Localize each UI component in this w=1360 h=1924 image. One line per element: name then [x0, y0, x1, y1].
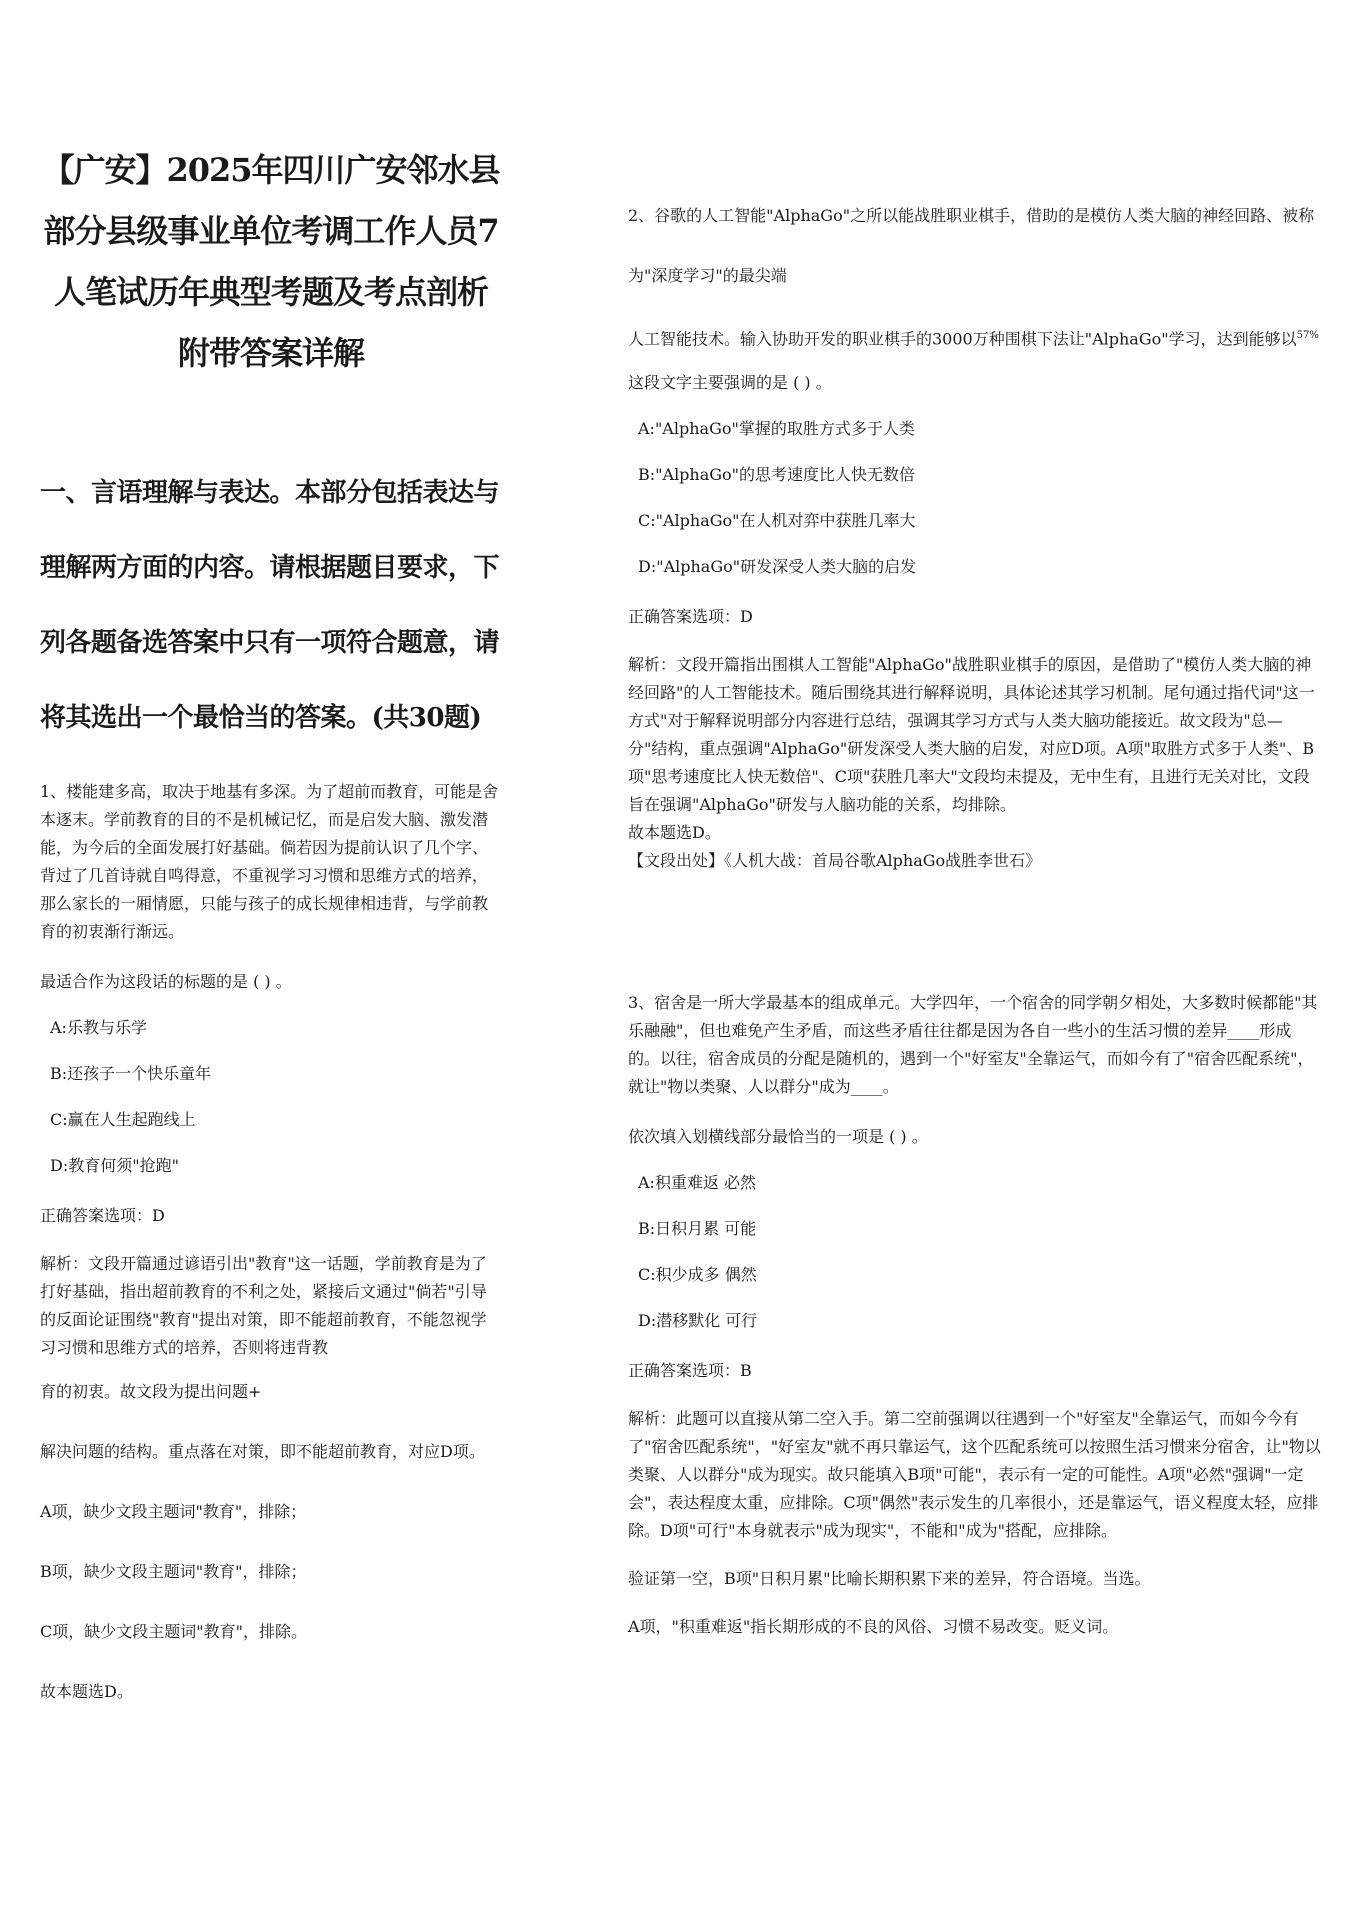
question-1 [40, 778, 502, 1722]
blank-1: ____ [1227, 1021, 1260, 1041]
question-stem-text: 人工智能技术。输入协助开发的职业棋手的3000万种围棋下法让"AlphaGo"学习，达到能够以 [628, 329, 1297, 349]
option-d: D:"AlphaGo"研发深受人类大脑的启发 [638, 557, 917, 577]
question-stem [628, 989, 1322, 1101]
correct-answer: 正确答案选项：D [40, 1206, 165, 1225]
question-prompt: 依次填入划横线部分最恰当的一项是 ( ) 。 [628, 1127, 928, 1147]
conclusion-text: 故本题选D。 [628, 823, 721, 843]
section-heading: 一、言语理解与表达。本部分包括表达与理解两方面的内容。请根据题目要求，下列各题备选答案中只有一项符合题意，请将其选出一个最恰当的答案。(共30题) [40, 478, 500, 733]
analysis-text: 育的初衷。故文段为提出问题+ [40, 1382, 262, 1401]
option-d: D:潜移默化 可行 [638, 1311, 758, 1331]
question-stem: 2、谷歌的人工智能"AlphaGo"之所以能战胜职业棋手，借助的是模仿人类大脑的神经回路、被称为"深度学习"的最尖端 [628, 206, 1315, 285]
source-citation: 【文段出处】《人机大战：首局谷歌AlphaGo战胜李世石》 [628, 851, 1042, 871]
stem-text: 。 [882, 1077, 899, 1097]
verification-text: 验证第一空，B项"日积月累"比喻长期积累下来的差异，符合语境。当选。 [628, 1569, 1151, 1589]
analysis-text: B项，缺少文段主题词"教育"，排除； [40, 1562, 307, 1581]
option-c: C:"AlphaGo"在人机对弈中获胜几率大 [638, 511, 916, 531]
option-note: A项，"积重难返"指长期形成的不良的风俗、习惯不易改变。贬义词。 [628, 1617, 1119, 1637]
stem-text: 3、宿舍是一所大学最基本的组成单元。大学四年，一个宿舍的同学朝夕相处，大多数时候都能"其乐融融"，但也难免产生矛盾，而这些矛盾往往都是因为各自一些小的生活习惯的差异 [628, 993, 1318, 1041]
question-3 [628, 989, 1322, 1641]
question-stem: 1、楼能建多高，取决于地基有多深。为了超前而教育，可能是舍本逐末。学前教育的目的不是机械记忆，而是启发大脑、激发潜能，为今后的全面发展打好基础。倘若因为提前认识了几个字、背过了几首诗就自鸣得意，不重视学习习惯和思维方式的培养，那么家长的一厢情愿，只能与孩子的成长规律相违背，与学前教育的初衷渐行渐远。 [40, 782, 499, 941]
right-column [628, 186, 1322, 1641]
option-c: C:积少成多 偶然 [638, 1265, 757, 1285]
analysis-text: 解析：文段开篇指出围棋人工智能"AlphaGo"战胜职业棋手的原因，是借助了"模仿人类大脑的神经回路"的人工智能技术。随后围绕其进行解释说明，具体论述其学习机制。尾句通过指代词"这一方式"对于解释说明部分内容进行总结，强调其学习方式与人类大脑功能接近。故文段为"总—分"结构，重点强调"AlphaGo"研发深受人类大脑的启发，对应D项。A项"取胜方式多于人类"、B项"思考速度比人快无数倍"、C项"获胜几率大"文段均未提及，无中生有，且进行无关对比，文段旨在强调"AlphaGo"研发与人脑功能的关系，均排除。 [628, 655, 1315, 815]
question-stem-continued [628, 306, 1322, 369]
analysis-text: 解决问题的结构。重点落在对策，即不能超前教育，对应D项。 [40, 1442, 485, 1461]
correct-answer: 正确答案选项：D [628, 607, 753, 627]
blank-2: ____ [850, 1077, 883, 1097]
correct-answer: 正确答案选项：B [628, 1361, 752, 1381]
question-prompt: 最适合作为这段话的标题的是 ( ) 。 [40, 972, 292, 991]
option-a: A:积重难返 必然 [638, 1173, 757, 1193]
option-c: C:赢在人生起跑线上 [50, 1110, 196, 1129]
left-column [40, 140, 502, 1722]
option-b: B:日积月累 可能 [638, 1219, 757, 1239]
option-a: A:"AlphaGo"掌握的取胜方式多于人类 [638, 419, 915, 439]
superscript-value: 57% [1296, 330, 1319, 341]
option-a: A:乐教与乐学 [50, 1018, 147, 1037]
document-title: 【广安】2025年四川广安邻水县部分县级事业单位考调工作人员7人笔试历年典型考题及考点剖析附带答案详解 [42, 151, 500, 372]
question-2 [628, 186, 1322, 875]
analysis-text: A项，缺少文段主题词"教育"，排除； [40, 1502, 307, 1521]
question-prompt: 这段文字主要强调的是 ( ) 。 [628, 373, 832, 393]
analysis-text: 解析：文段开篇通过谚语引出"教育"这一话题，学前教育是为了打好基础，指出超前教育的不利之处，紧接后文通过"倘若"引导的反面论证围绕"教育"提出对策，即不能超前教育，不能忽视学习习惯和思维方式的培养，否则将违背教 [40, 1254, 487, 1357]
option-b: B:还孩子一个快乐童年 [50, 1064, 212, 1083]
option-d: D:教育何须"抢跑" [50, 1156, 179, 1175]
analysis-text: C项，缺少文段主题词"教育"，排除。 [40, 1622, 307, 1641]
option-b: B:"AlphaGo"的思考速度比人快无数倍 [638, 465, 916, 485]
conclusion-text: 故本题选D。 [40, 1682, 133, 1701]
analysis-text: 解析：此题可以直接从第二空入手。第二空前强调以往遇到一个"好室友"全靠运气，而如今今有了"宿舍匹配系统"，"好室友"就不再只靠运气，这个匹配系统可以按照生活习惯来分宿舍，让"物以类聚、人以群分"成为现实。故只能填入B项"可能"，表示有一定的可能性。A项"必然"强调"一定会"，表达程度太重，应排除。C项"偶然"表示发生的几率很小，还是靠运气，语义程度太轻，应排除。D项"可行"本身就表示"成为现实"，不能和"成为"搭配，应排除。 [628, 1409, 1321, 1541]
spacer [628, 875, 1322, 989]
stem-text: 形成的。以往，宿舍成员的分配是随机的，遇到一个"好室友"全靠运气，而如今有了"宿舍匹配系统"，就让"物以类聚、人以群分"成为 [628, 1021, 1314, 1097]
